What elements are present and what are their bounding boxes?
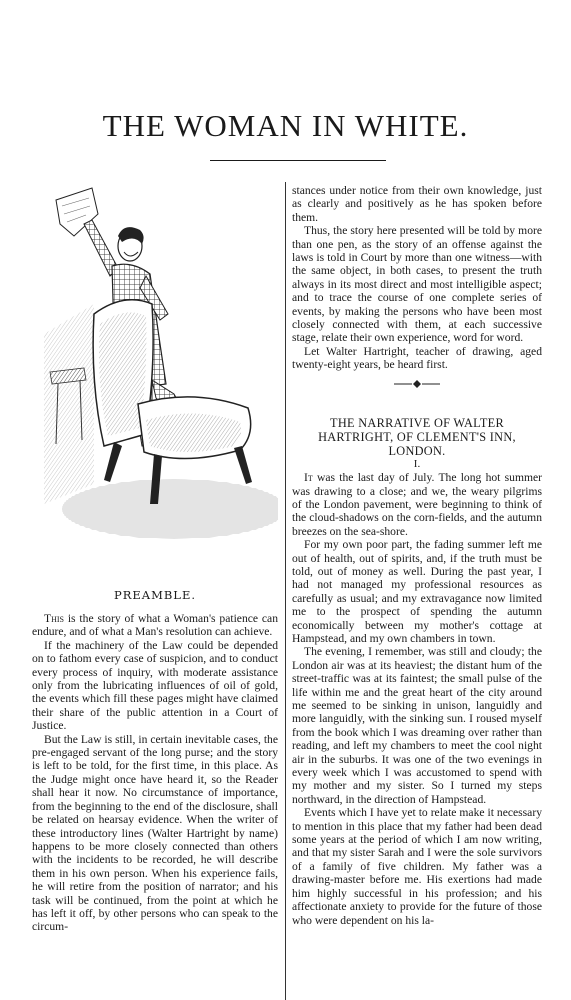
narrative-paragraph: It was the last day of July. The long hot summer was drawing to a close; and we, the weary pilgrims of the London pavement, were beginning to think of the cloud-shadows on the corn-fields, and the autumn breezes on the sea-shore. <box>292 471 542 538</box>
title-rule <box>210 160 386 161</box>
preamble-paragraph: But the Law is still, in certain inevitable cases, the pre-engaged servant of the long purse; and the story is left to be told, for the first time, in this place. As the Judge might once have heard it, so the Reader shall hear it now. No circumstance of importance, from the beginning to the end of the disclosure, shall be related on hearsay evidence. When the writer of these introductory lines (Walter Hartright by name) happens to be more closely connected than others with the incidents to be recorded, he will describe them in his own person. When his experience fails, he will retire from the position of narrator; and his task will be continued, from the point at which he has left it off, by other persons who can speak to the circum- <box>32 732 278 934</box>
narrative-paragraph: Events which I have yet to relate make it necessary to mention in this place that my father had been dead some years at the period of which I am now writing, and that my sister Sarah and I were the sole survivors of a family of five children. My father was a drawing-master before me. His exertions had made him highly successful in his profession; and his affectionate anxiety to provide for the future of those who were dependent on his la- <box>292 806 542 927</box>
drop-lead: This <box>44 612 64 625</box>
narrative-paragraph: For my own poor part, the fading summer left me out of health, out of spirits, and, if the truth must be told, out of money as well. During the past year, I had not managed my professional resources as carefully as usual; and my extravagance now limited me to the prospect of spending the autumn economically between my mother's cottage at Hampstead, and my own chambers in town. <box>292 538 542 645</box>
chapter-numeral: I. <box>413 457 421 470</box>
engraving-illustration <box>34 184 278 554</box>
left-column <box>32 612 278 934</box>
book-title: THE WOMAN IN WHITE. <box>102 108 469 143</box>
preamble-continued-paragraph: Let Walter Hartright, teacher of drawing, aged twenty-eight years, be heard first. <box>292 344 542 372</box>
preamble-heading: PREAMBLE. <box>113 588 196 602</box>
preamble-continued-paragraph: stances under notice from their own knowledge, just as clearly and positively as he has spoken before them. <box>292 184 542 224</box>
narrative-heading: THE NARRATIVE OF WALTER HARTRIGHT, OF CLEMENT'S INN, LONDON. <box>318 415 516 458</box>
drop-lead: It <box>304 471 313 485</box>
preamble-continued-paragraph: Thus, the story here presented will be told by more than one pen, as the story of an offense against the laws is told in Court by more than one witness—with the same object, in both cases, to present the truth always in its most direct and most intelligible aspect; and to trace the course of one complete series of events, by making the persons who have been most closely connected with them, at each successive stage, relate their own experience, word for word. <box>292 224 542 345</box>
preamble-paragraph: If the machinery of the Law could be depended on to fathom every case of suspicion, and to conduct every process of inquiry, with moderate assistance only from the lubricating influences of oil of gold, the events which fill these pages might have claimed their share of the public attention in a Court of Justice. <box>32 638 278 733</box>
preamble-paragraph: This is the story of what a Woman's patience can endure, and of what a Man's resolution can achieve. <box>32 612 278 639</box>
ornament-divider <box>394 380 440 388</box>
column-rule <box>285 182 286 1000</box>
narrative-paragraph: The evening, I remember, was still and cloudy; the London air was at its heaviest; the distant hum of the street-traffic was at its faintest; the small pulse of the life within me and the great heart of the city around me seemed to be sinking in unison, languidly and more languidly, with the sinking sun. I roused myself from the book which I was dreaming over rather than reading, and left my chambers to meet the cool night air in the suburbs. It was one of the two evenings in every week which I was accustomed to spend with my mother and my sister. So I turned my steps northward, in the direction of Hampstead. <box>292 645 542 806</box>
right-column <box>292 184 542 927</box>
